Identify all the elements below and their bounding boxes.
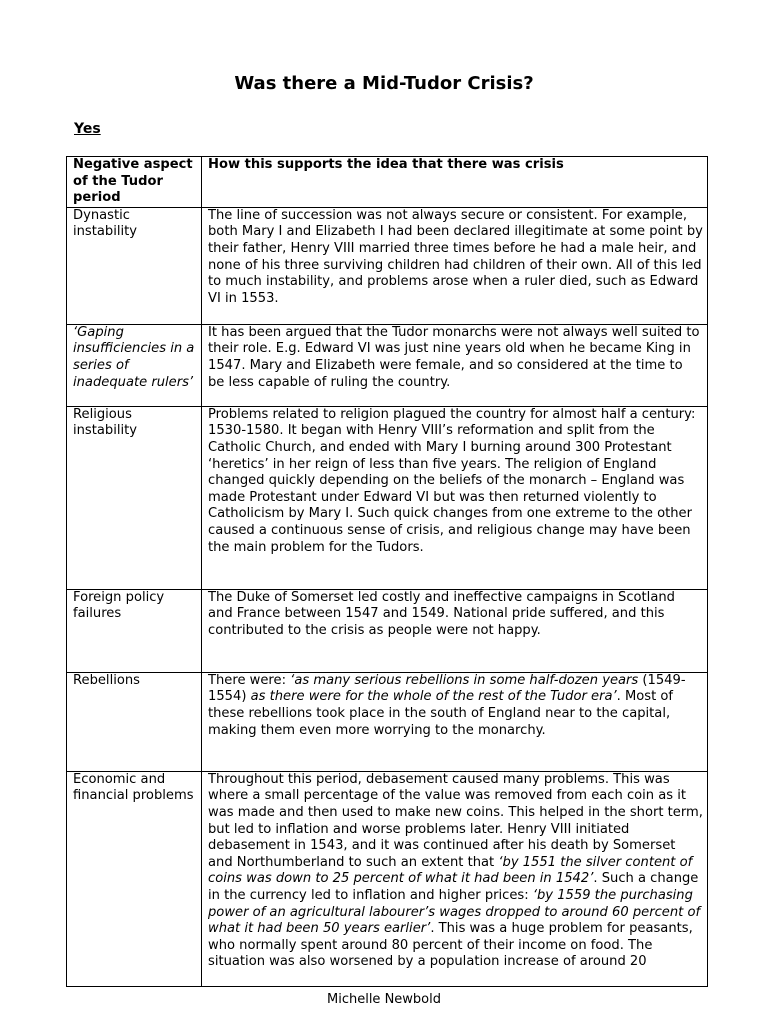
- table-row: [67, 324, 708, 406]
- page-title: Was there a Mid-Tudor Crisis?: [234, 73, 534, 94]
- crisis-table: [66, 156, 708, 987]
- table-header-row: [67, 157, 708, 208]
- explanation-cell: Problems related to religion plagued the country for almost half a century: 1530-1580. It began with Henry VIII’s reformation and split from the Catholic Church, and ended with Mary I burning around 300 Protestant ‘heretics’ in her reign of less than five years. The religion of England changed quickly depending on the beliefs of the monarch – England was made Protestant under Edward VI but was then returned violently to Catholicism by Mary I. Such quick changes from one extreme to the other caused a continuous sense of crisis, and religious change may have been the main problem for the Tudors.: [202, 406, 708, 589]
- explanation-cell: [202, 672, 708, 771]
- explanation-cell: [202, 771, 708, 986]
- quote-segment: ‘by 1559 the purchasing power of an agricultural labourer’s wages dropped to around 60 percent of what it had been 50 years earlier’: [208, 887, 701, 937]
- aspect-cell: Foreign policy failures: [67, 589, 202, 672]
- explanation-cell: It has been argued that the Tudor monarchs were not always well suited to their role. E.g. Edward VI was just nine years old when he became King in 1547. Mary and Elizabeth were female, and so considered at the time to be less capable of ruling the country.: [202, 324, 708, 406]
- quote-segment: ‘by 1551 the silver content of coins was down to 25 percent of what it had been in 1542’: [208, 854, 693, 887]
- aspect-cell: Economic and financial problems: [67, 771, 202, 986]
- table-row: [67, 207, 708, 324]
- explanation-cell: The line of succession was not always secure or consistent. For example, both Mary I and Elizabeth I had been declared illegitimate at some point by their father, Henry VIII married three times before he had a male heir, and none of his three surviving children had children of their own. All of this led to much instability, and problems arose when a ruler died, such as Edward VI in 1553.: [202, 207, 708, 324]
- text-segment: There were:: [208, 672, 291, 688]
- table-row: [67, 771, 708, 986]
- text-segment: . Most of these rebellions took place in the south of England near to the capital, making them even more worrying to the monarchy.: [208, 689, 674, 738]
- header-aspect: Negative aspect of the Tudor period: [67, 157, 202, 208]
- table-row: [67, 406, 708, 589]
- quote-segment: ‘as many serious rebellions in some half-dozen years: [290, 672, 639, 688]
- text-segment: Throughout this period, debasement caused many problems. This was where a small percentage of the value was removed from each coin as it was made and then used to make new coins. This helped in the short term, but led to inflation and worse problems later. Henry VIII initiated debasement in 1543, and it was continued after his death by Somerset and Northumberland to such an extent that: [208, 771, 703, 870]
- aspect-quote: ‘Gaping insufficiencies in a series of inadequate rulers’: [73, 324, 195, 390]
- text-segment: (1549-1554): [208, 672, 686, 705]
- explanation-cell: The Duke of Somerset led costly and ineffective campaigns in Scotland and France between 1547 and 1549. National pride suffered, and this contributed to the crisis as people were not happy.: [202, 589, 708, 672]
- aspect-cell: [67, 324, 202, 406]
- section-heading: Yes: [74, 121, 101, 137]
- page-footer-author: Michelle Newbold: [327, 992, 441, 1007]
- quote-segment: as there were for the whole of the rest of the Tudor era’: [250, 689, 617, 705]
- aspect-cell: Rebellions: [67, 672, 202, 771]
- table-row: [67, 589, 708, 672]
- text-segment: . This was a huge problem for peasants, who normally spent around 80 percent of their income on food. The situation was also worsened by a population increase of around 20: [208, 921, 693, 970]
- cell-content: [208, 772, 703, 986]
- text-segment: . Such a change in the currency led to inflation and higher prices:: [208, 871, 699, 903]
- table-row: [67, 672, 708, 771]
- aspect-cell: Dynastic instability: [67, 207, 202, 324]
- header-explanation: How this supports the idea that there was crisis: [202, 157, 708, 208]
- aspect-cell: Religious instability: [67, 406, 202, 589]
